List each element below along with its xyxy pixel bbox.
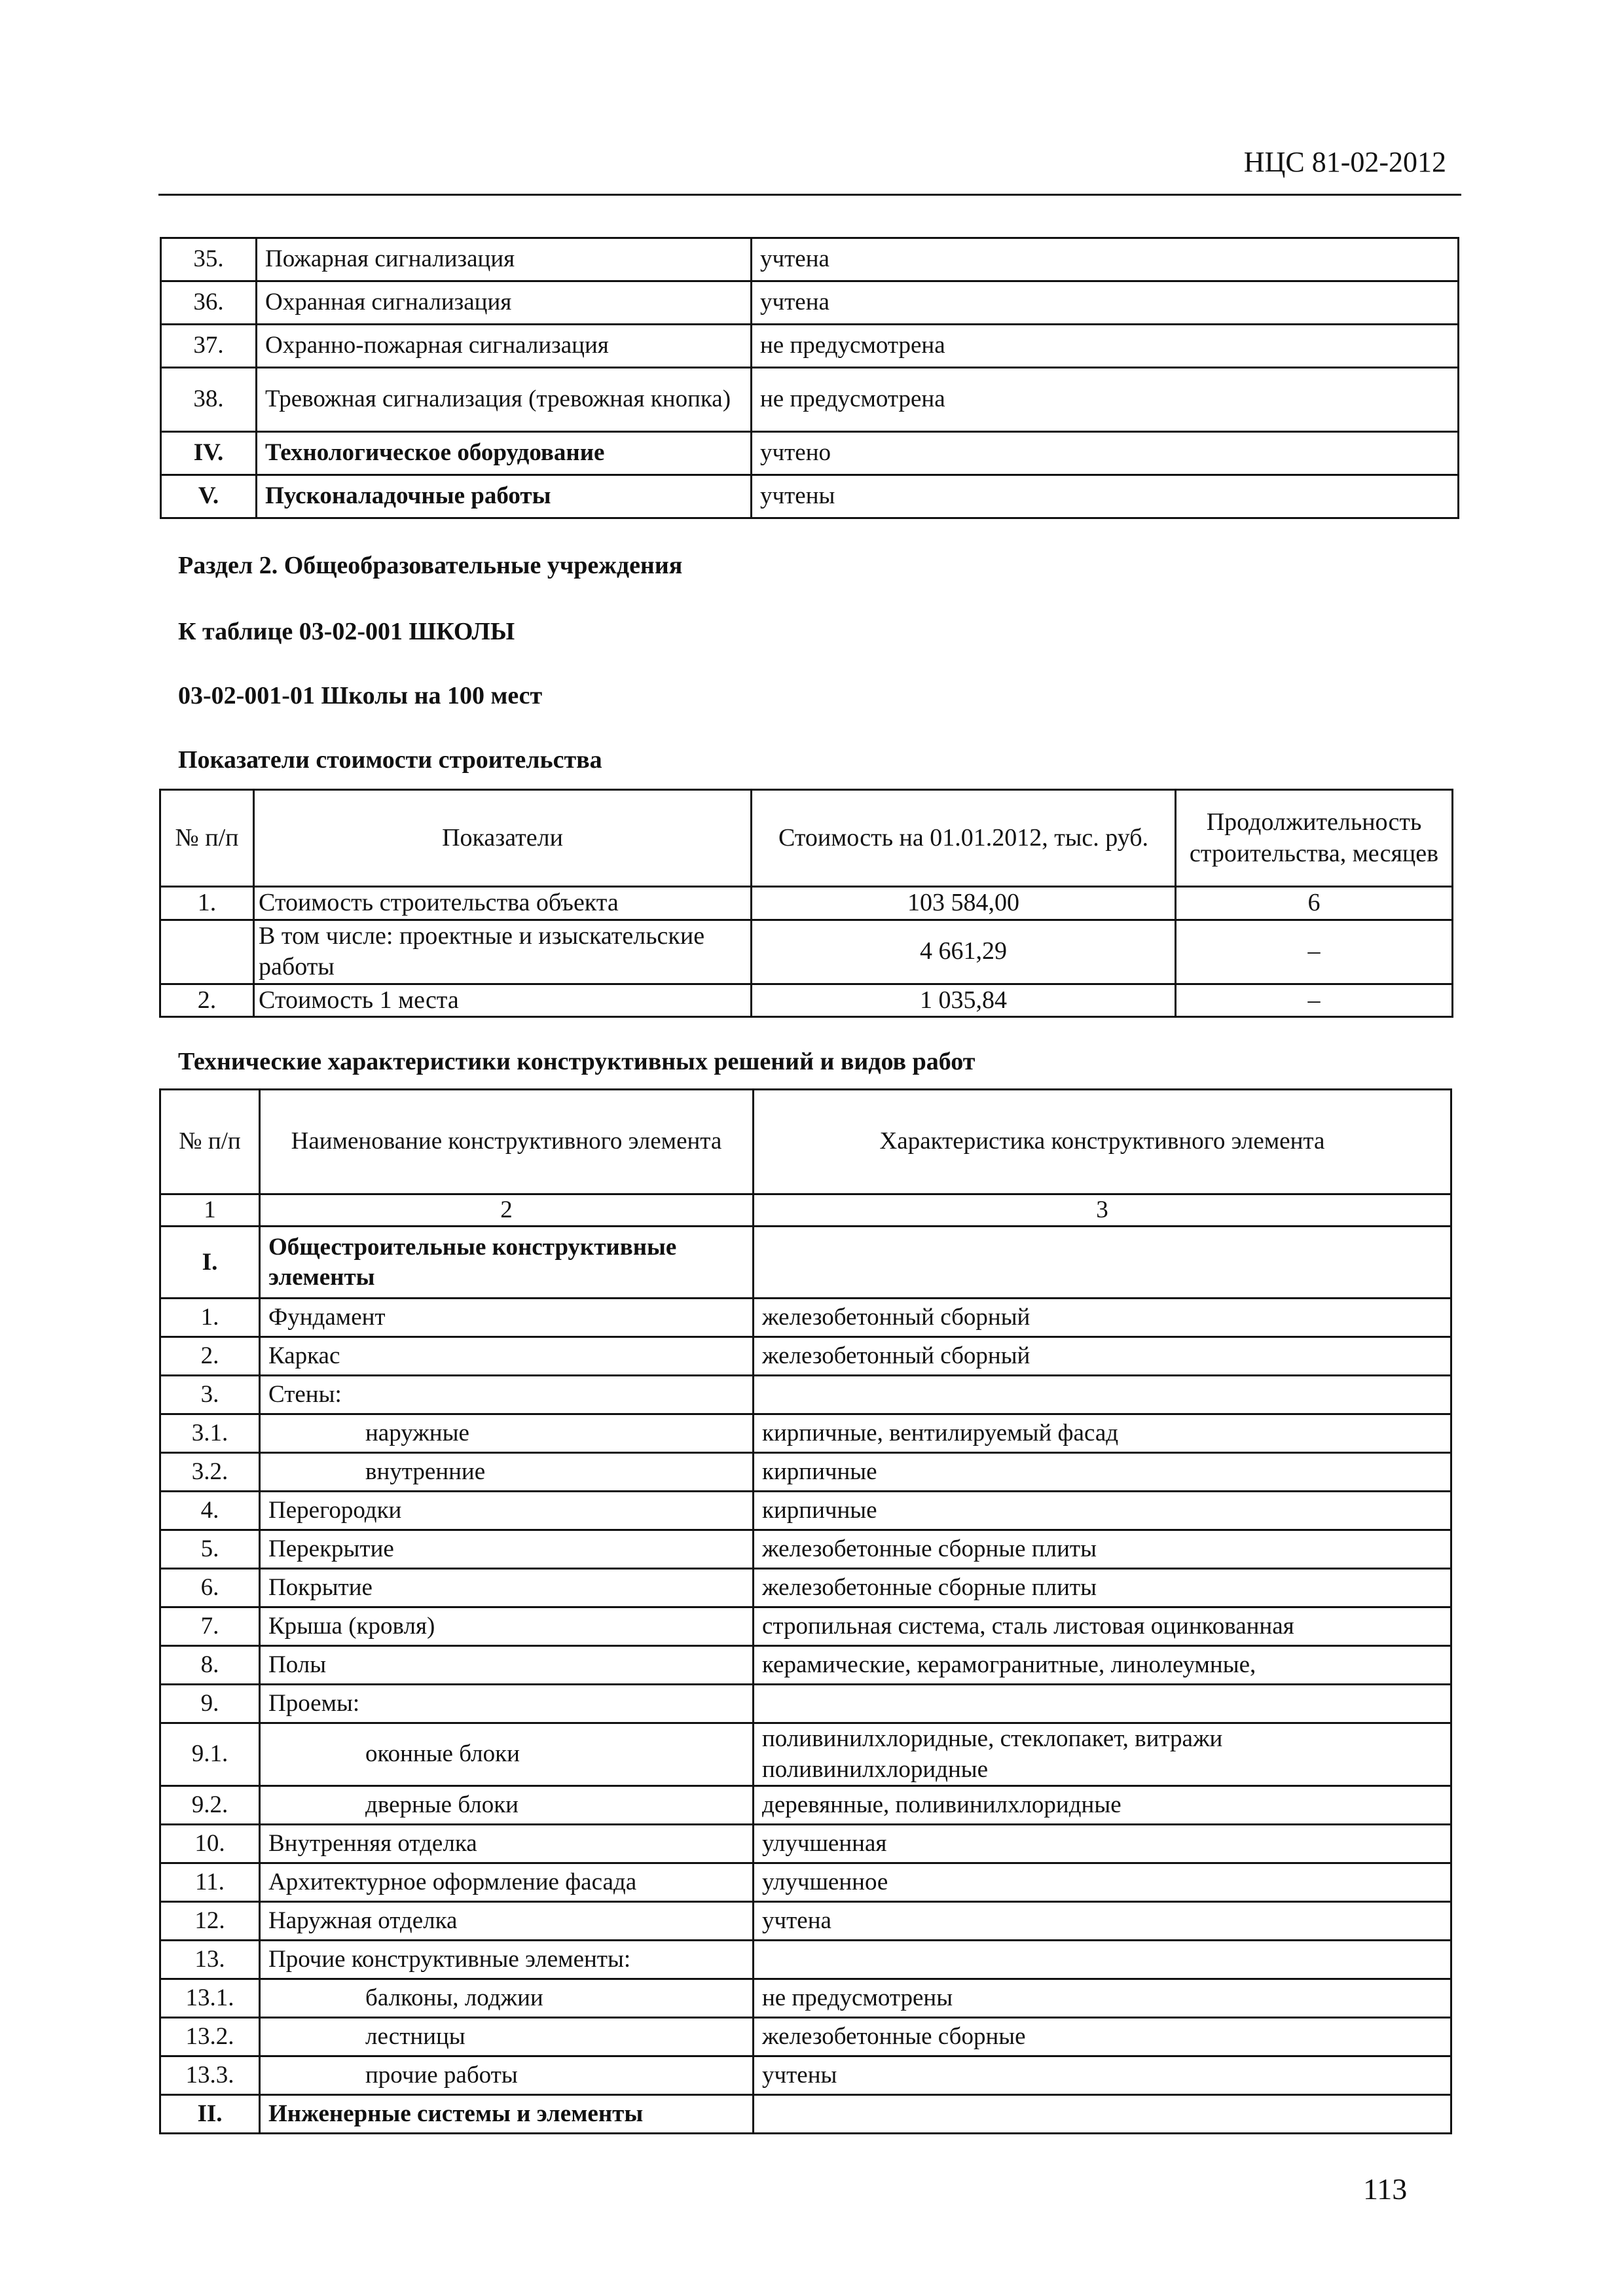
- cost-row-num: 1.: [160, 887, 254, 920]
- tech-row-num: 13.: [160, 1940, 260, 1979]
- tech-row-value: железобетонные сборные плиты: [754, 1530, 1451, 1569]
- tech-row: [160, 1685, 1451, 1723]
- tech-row: [160, 1299, 1451, 1337]
- tech-row-num: 1.: [160, 1299, 260, 1337]
- continuation-row: [161, 325, 1459, 368]
- tech-row-value: [754, 2094, 1451, 2133]
- tech-row-num: 2.: [160, 1337, 260, 1376]
- tech-row: [160, 1723, 1451, 1786]
- cost-header-num: № п/п: [160, 790, 254, 887]
- continuation-row-name: Охранно-пожарная сигнализация: [257, 325, 752, 368]
- tech-row-name: внутренние: [260, 1453, 754, 1492]
- tech-header-name: Наименование конструктивного элемента: [260, 1090, 754, 1194]
- cost-row-num: [160, 920, 254, 984]
- tech-row: [160, 1607, 1451, 1646]
- subtable-heading: 03-02-001-01 Школы на 100 мест: [178, 682, 543, 709]
- tech-row: [160, 2094, 1451, 2133]
- tech-row-value: учтена: [754, 1901, 1451, 1940]
- tech-row: [160, 1337, 1451, 1376]
- cost-header-name: Показатели: [254, 790, 752, 887]
- tech-row: [160, 1785, 1451, 1824]
- continuation-row-num: IV.: [161, 432, 257, 475]
- document-code: НЦС 81-02-2012: [1243, 146, 1446, 178]
- tech-row-num: 9.: [160, 1685, 260, 1723]
- tech-row-name: Крыша (кровля): [260, 1607, 754, 1646]
- tech-row-value: стропильная система, сталь листовая оцинкованная: [754, 1607, 1451, 1646]
- tech-row-name: дверные блоки: [260, 1785, 754, 1824]
- tech-row-name: Перегородки: [260, 1492, 754, 1530]
- tech-row: [160, 1414, 1451, 1453]
- tech-column-numbers-row: [160, 1194, 1451, 1227]
- tech-row-name: Общестроительные конструктивные элементы: [260, 1227, 754, 1299]
- cost-header-row: [160, 790, 1453, 887]
- cost-indicators-heading: Показатели стоимости строительства: [178, 746, 602, 774]
- cost-row-name: В том числе: проектные и изыскательские работы: [254, 920, 752, 984]
- cost-row-num: 2.: [160, 984, 254, 1017]
- tech-row: [160, 1646, 1451, 1685]
- tech-row-value: [754, 1227, 1451, 1299]
- tech-row-num: 12.: [160, 1901, 260, 1940]
- tech-row-value: [754, 1685, 1451, 1723]
- tech-row-name: Инженерные системы и элементы: [260, 2094, 754, 2133]
- tech-row-name: Проемы:: [260, 1685, 754, 1723]
- continuation-row-value: не предусмотрена: [752, 325, 1459, 368]
- tech-row: [160, 1530, 1451, 1569]
- tech-row-name: Архитектурное оформление фасада: [260, 1863, 754, 1901]
- continuation-row-num: 35.: [161, 238, 257, 281]
- tech-row-name: Внутренняя отделка: [260, 1824, 754, 1863]
- tech-row: [160, 1940, 1451, 1979]
- tech-row-value: учтены: [754, 2056, 1451, 2094]
- continuation-row-name: Технологическое оборудование: [257, 432, 752, 475]
- tech-row-value: кирпичные: [754, 1492, 1451, 1530]
- cost-row-duration: –: [1176, 920, 1453, 984]
- tech-col-number: 3: [754, 1194, 1451, 1227]
- tech-row-num: 3.2.: [160, 1453, 260, 1492]
- cost-header-cost: Стоимость на 01.01.2012, тыс. руб.: [752, 790, 1176, 887]
- tech-row: [160, 1227, 1451, 1299]
- tech-row-value: железобетонный сборный: [754, 1337, 1451, 1376]
- continuation-table-body: [161, 238, 1459, 518]
- tech-row-value: железобетонный сборный: [754, 1299, 1451, 1337]
- tech-row-num: 4.: [160, 1492, 260, 1530]
- continuation-row-value: учтены: [752, 475, 1459, 518]
- tech-row-num: 13.1.: [160, 1979, 260, 2017]
- cost-row-duration: –: [1176, 984, 1453, 1017]
- tech-row-name: наружные: [260, 1414, 754, 1453]
- cost-row-name: Стоимость строительства объекта: [254, 887, 752, 920]
- tech-row-name: Наружная отделка: [260, 1901, 754, 1940]
- table-reference-heading: К таблице 03-02-001 ШКОЛЫ: [178, 618, 515, 645]
- tech-row-value: кирпичные, вентилируемый фасад: [754, 1414, 1451, 1453]
- header-rule: [158, 194, 1461, 196]
- continuation-row-num: 36.: [161, 281, 257, 325]
- tech-row: [160, 1492, 1451, 1530]
- tech-row-name: оконные блоки: [260, 1723, 754, 1786]
- tech-col-number: 2: [260, 1194, 754, 1227]
- cost-row-name: Стоимость 1 места: [254, 984, 752, 1017]
- tech-row-num: 7.: [160, 1607, 260, 1646]
- tech-row-name: Перекрытие: [260, 1530, 754, 1569]
- tech-row-name: Прочие конструктивные элементы:: [260, 1940, 754, 1979]
- tech-row-num: 9.2.: [160, 1785, 260, 1824]
- tech-row-name: Каркас: [260, 1337, 754, 1376]
- tech-col-number: 1: [160, 1194, 260, 1227]
- continuation-table: [160, 237, 1459, 519]
- continuation-row-num: 37.: [161, 325, 257, 368]
- tech-header-num: № п/п: [160, 1090, 260, 1194]
- tech-row-num: II.: [160, 2094, 260, 2133]
- tech-row-value: улучшенное: [754, 1863, 1451, 1901]
- tech-row-num: 5.: [160, 1530, 260, 1569]
- tech-row: [160, 1824, 1451, 1863]
- continuation-row-num: V.: [161, 475, 257, 518]
- tech-row-name: балконы, лоджии: [260, 1979, 754, 2017]
- cost-header-duration: Продолжительность строительства, месяцев: [1176, 790, 1453, 887]
- continuation-row-name: Тревожная сигнализация (тревожная кнопка): [257, 368, 752, 432]
- tech-row-value: не предусмотрены: [754, 1979, 1451, 2017]
- cost-indicators-table: [159, 789, 1453, 1018]
- tech-row-value: поливинилхлоридные, стеклопакет, витражи поливинилхлоридные: [754, 1723, 1451, 1786]
- cost-row-duration: 6: [1176, 887, 1453, 920]
- tech-row-name: лестницы: [260, 2017, 754, 2056]
- continuation-row-value: учтено: [752, 432, 1459, 475]
- tech-row-name: Полы: [260, 1646, 754, 1685]
- tech-row-num: I.: [160, 1227, 260, 1299]
- continuation-row: [161, 281, 1459, 325]
- tech-row-name: Покрытие: [260, 1569, 754, 1607]
- tech-row-name: прочие работы: [260, 2056, 754, 2094]
- tech-row: [160, 1979, 1451, 2017]
- tech-row-value: деревянные, поливинилхлоридные: [754, 1785, 1451, 1824]
- technical-specs-heading: Технические характеристики конструктивных решений и видов работ: [178, 1048, 976, 1075]
- cost-row-cost: 4 661,29: [752, 920, 1176, 984]
- tech-row-value: улучшенная: [754, 1824, 1451, 1863]
- continuation-row: [161, 368, 1459, 432]
- cost-row: [160, 920, 1453, 984]
- tech-row-name: Фундамент: [260, 1299, 754, 1337]
- tech-row-value: керамические, керамогранитные, линолеумные,: [754, 1646, 1451, 1685]
- tech-row: [160, 1453, 1451, 1492]
- tech-row-value: [754, 1940, 1451, 1979]
- continuation-row: [161, 475, 1459, 518]
- technical-specs-table-body: [160, 1090, 1451, 2134]
- tech-row-num: 6.: [160, 1569, 260, 1607]
- tech-row-num: 13.2.: [160, 2017, 260, 2056]
- tech-row-num: 11.: [160, 1863, 260, 1901]
- cost-row: [160, 984, 1453, 1017]
- tech-row-num: 10.: [160, 1824, 260, 1863]
- cost-row-cost: 103 584,00: [752, 887, 1176, 920]
- section-heading: Раздел 2. Общеобразовательные учреждения: [178, 552, 683, 579]
- continuation-row-name: Пусконаладочные работы: [257, 475, 752, 518]
- tech-row: [160, 1863, 1451, 1901]
- continuation-row-num: 38.: [161, 368, 257, 432]
- tech-row-num: 3.1.: [160, 1414, 260, 1453]
- tech-row-value: железобетонные сборные плиты: [754, 1569, 1451, 1607]
- tech-row: [160, 1569, 1451, 1607]
- continuation-row: [161, 432, 1459, 475]
- continuation-row-name: Охранная сигнализация: [257, 281, 752, 325]
- continuation-row-value: учтена: [752, 238, 1459, 281]
- tech-row-value: железобетонные сборные: [754, 2017, 1451, 2056]
- continuation-row-value: не предусмотрена: [752, 368, 1459, 432]
- technical-specs-table: [159, 1088, 1452, 2134]
- continuation-row-value: учтена: [752, 281, 1459, 325]
- tech-row: [160, 2017, 1451, 2056]
- continuation-row: [161, 238, 1459, 281]
- tech-row-num: 9.1.: [160, 1723, 260, 1786]
- tech-row-name: Стены:: [260, 1376, 754, 1414]
- tech-row: [160, 1376, 1451, 1414]
- tech-row-value: кирпичные: [754, 1453, 1451, 1492]
- tech-row-value: [754, 1376, 1451, 1414]
- cost-row-cost: 1 035,84: [752, 984, 1176, 1017]
- continuation-row-name: Пожарная сигнализация: [257, 238, 752, 281]
- tech-header-value: Характеристика конструктивного элемента: [754, 1090, 1451, 1194]
- cost-row: [160, 887, 1453, 920]
- tech-row-num: 13.3.: [160, 2056, 260, 2094]
- tech-row-num: 3.: [160, 1376, 260, 1414]
- tech-row: [160, 2056, 1451, 2094]
- tech-row-num: 8.: [160, 1646, 260, 1685]
- tech-row: [160, 1901, 1451, 1940]
- tech-header-row: [160, 1090, 1451, 1194]
- page-number: 113: [1363, 2172, 1408, 2206]
